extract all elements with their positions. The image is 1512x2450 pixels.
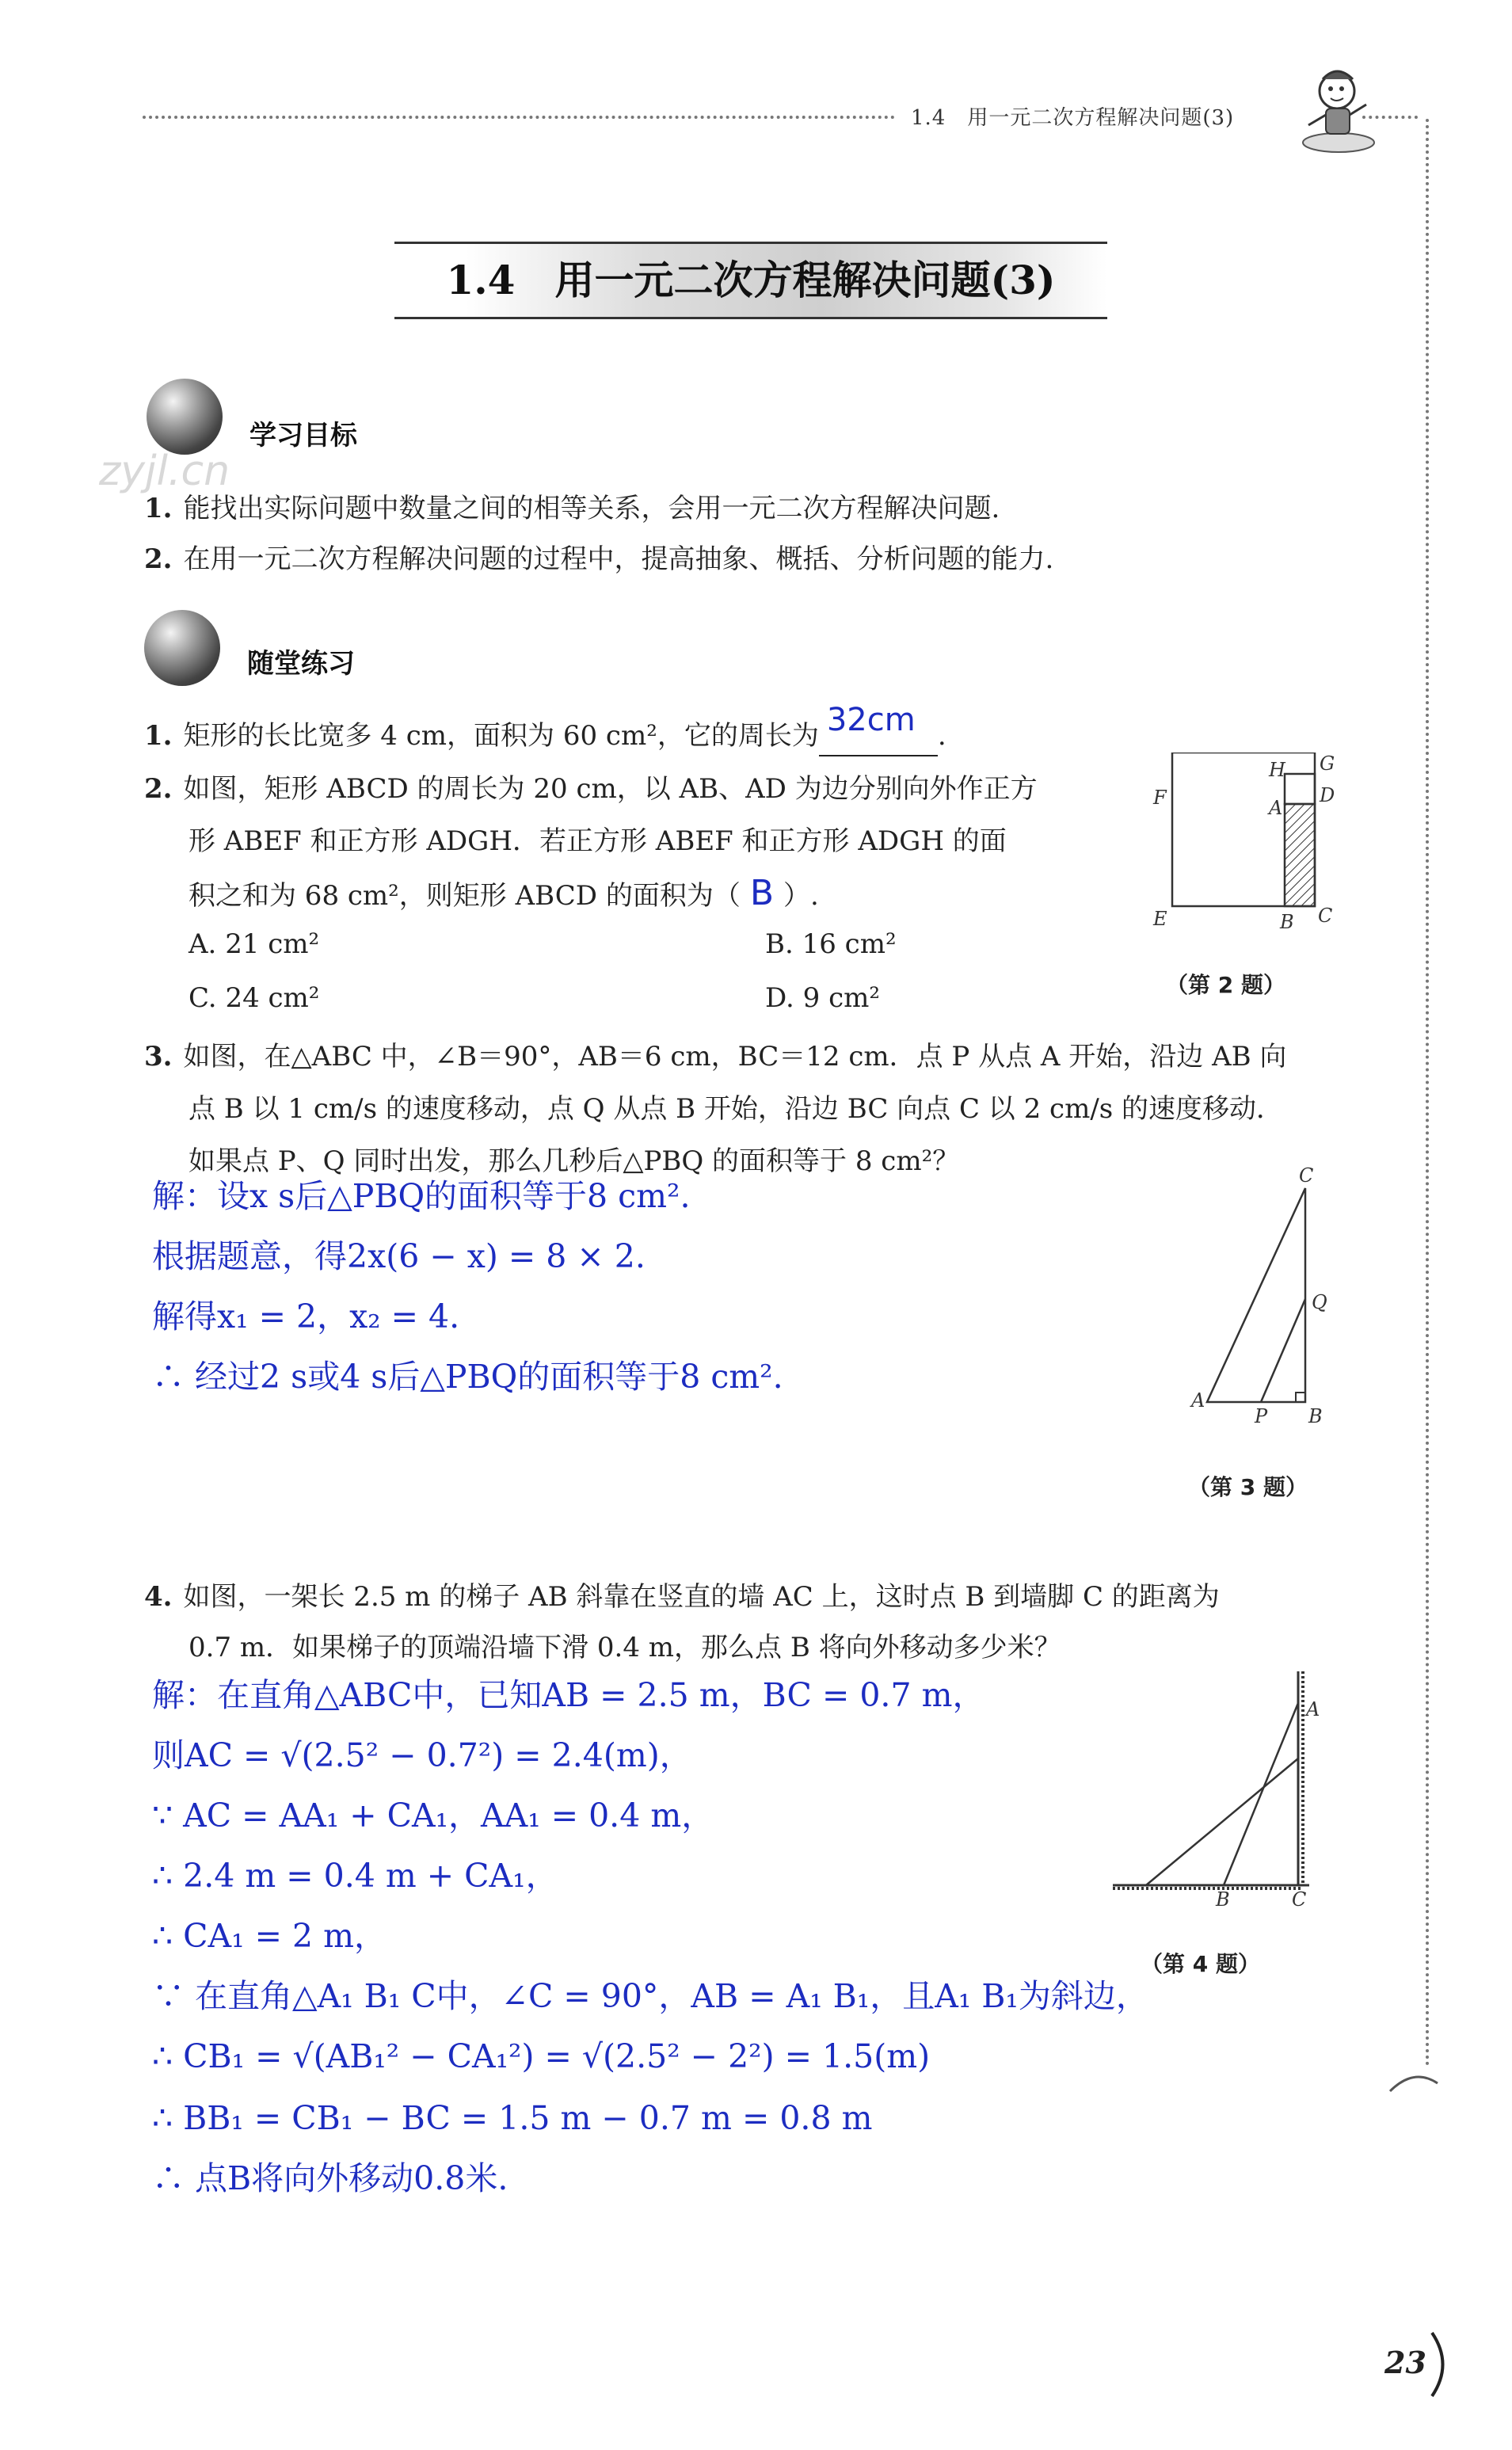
- q3-text-3: 如果点 P、Q 同时出发，那么几秒后△PBQ 的面积等于 8 cm²？: [189, 1145, 960, 1177]
- q4-label-c: C: [1292, 1888, 1307, 1911]
- q1-end: .: [937, 720, 946, 752]
- q3-text-1: 如图，在△ABC 中，∠B＝90°，AB＝6 cm，BC＝12 cm．点 P 从点 A 开始，沿边 AB 向: [183, 1041, 1287, 1073]
- globe-icon: [144, 610, 220, 686]
- q4-figure: [1105, 1663, 1327, 1917]
- q1-answer-blank: [819, 702, 938, 756]
- q2-line-2: [144, 822, 1142, 860]
- q2-option-c-text: 24 cm²: [225, 982, 320, 1014]
- q2-option-c: [189, 979, 319, 1017]
- q3-label-c: C: [1299, 1164, 1314, 1187]
- q2-label-f: F: [1153, 787, 1167, 809]
- q4-text-1: 如图，一架长 2.5 m 的梯子 AB 斜靠在竖直的墙 AC 上，这时点 B 到墙脚 C 的距离为: [183, 1581, 1220, 1613]
- q2-option-c-label: C.: [189, 982, 217, 1014]
- objective-num-1: 1.: [144, 493, 173, 524]
- objective-text-2: 在用一元二次方程解决问题的过程中，提高抽象、概括、分析问题的能力.: [183, 543, 1054, 575]
- q4-solution-line-1: 解：在直角△ABC中，已知AB = 2.5 m，BC = 0.7 m，: [152, 1676, 985, 1714]
- q1-answer: 32cm: [826, 702, 916, 738]
- page-number-bracket-icon: [1426, 2329, 1457, 2400]
- q3-label-q: Q: [1312, 1291, 1327, 1313]
- q2-line-3: [144, 874, 1142, 915]
- objective-text-1: 能找出实际问题中数量之间的相等关系，会用一元二次方程解决问题.: [183, 493, 1000, 524]
- question-3: [144, 1038, 1380, 1180]
- q2-text-2: 形 ABEF 和正方形 ADGH．若正方形 ABEF 和正方形 ADGH 的面: [189, 825, 1007, 857]
- q2-text-3: 积之和为 68 cm²，则矩形 ABCD 的面积为（: [189, 880, 741, 912]
- q2-square-adgh: [1285, 774, 1315, 804]
- q2-option-d-label: D.: [765, 982, 794, 1014]
- q4-ladder-slid: [1146, 1758, 1298, 1885]
- running-title: 1.4 用一元二次方程解决问题(3): [911, 106, 1235, 130]
- watermark: zyjl.cn: [99, 448, 230, 495]
- page-curl-icon: [1386, 2067, 1442, 2099]
- q2-label-g: G: [1320, 753, 1335, 775]
- q2-label-b: B: [1280, 911, 1294, 933]
- q2-option-a-label: A.: [189, 928, 217, 960]
- page-number: 23: [1384, 2345, 1426, 2380]
- q4-label-b: B: [1216, 1888, 1230, 1911]
- q4-text-2: 0.7 m．如果梯子的顶端沿墙下滑 0.4 m，那么点 B 将向外移动多少米？: [189, 1632, 1061, 1663]
- objectives-heading: 学习目标: [249, 420, 357, 452]
- q2-option-d-text: 9 cm²: [802, 982, 881, 1014]
- q3-line-1: [144, 1038, 1380, 1076]
- q4-caption: （第 4 题）: [1141, 1951, 1260, 1977]
- q2-text-1: 如图，矩形 ABCD 的周长为 20 cm，以 AB、AD 为边分别向外作正方: [183, 773, 1038, 805]
- q4-ladder-original: [1224, 1703, 1298, 1885]
- q2-option-b: [765, 925, 897, 963]
- q3-solution-line-1: 解：设x s后△PBQ的面积等于8 cm².: [152, 1177, 691, 1215]
- q2-label-a: A: [1269, 797, 1283, 819]
- q3-text-2: 点 B 以 1 cm/s 的速度移动，点 Q 从点 B 开始，沿边 BC 向点 C 以 2 cm/s 的速度移动．: [189, 1093, 1284, 1125]
- practice-heading: 随堂练习: [247, 648, 355, 680]
- q3-solution-line-4: ∴ 经过2 s或4 s后△PBQ的面积等于8 cm².: [152, 1358, 783, 1396]
- q3-label-p: P: [1255, 1405, 1268, 1426]
- q2-label-d: D: [1320, 784, 1335, 806]
- question-4: [144, 1578, 1380, 1667]
- q4-num: 4.: [144, 1581, 173, 1613]
- q2-option-a-text: 21 cm²: [225, 928, 320, 960]
- question-1: [144, 702, 946, 756]
- q2-rect-abcd: [1285, 804, 1315, 906]
- q4-solution-line-3: ∵ AC = AA₁ + CA₁，AA₁ = 0.4 m，: [152, 1797, 714, 1835]
- objective-item-1: [144, 490, 1000, 528]
- q3-figure: [1172, 1164, 1331, 1426]
- q4-solution-line-4: ∴ 2.4 m = 0.4 m + CA₁，: [152, 1857, 558, 1895]
- q1-text: 矩形的长比宽多 4 cm，面积为 60 cm²，它的周长为: [183, 720, 819, 752]
- q4-solution-line-5: ∴ CA₁ = 2 m，: [152, 1917, 387, 1955]
- q2-caption: （第 2 题）: [1166, 972, 1285, 998]
- q4-solution-line-7: ∴ CB₁ = √(AB₁² − CA₁²) = √(2.5² − 2²) = 1.5(m): [152, 2037, 931, 2075]
- q3-num: 3.: [144, 1041, 173, 1073]
- sphere-icon: [147, 379, 223, 455]
- q2-option-d: [765, 979, 880, 1017]
- q3-label-b: B: [1308, 1405, 1323, 1426]
- page-title: 1.4 用一元二次方程解决问题(3): [394, 242, 1107, 319]
- q3-solution: [152, 1176, 783, 1396]
- q2-label-e: E: [1153, 908, 1167, 930]
- q4-label-a: A: [1306, 1698, 1320, 1720]
- q4-line-1: [144, 1578, 1380, 1616]
- q3-caption: （第 3 题）: [1188, 1474, 1308, 1500]
- header-dotted-line-left: [143, 116, 895, 119]
- q4-solution-line-8: ∴ BB₁ = CB₁ − BC = 1.5 m − 0.7 m = 0.8 m: [152, 2099, 873, 2137]
- q3-label-a: A: [1191, 1389, 1205, 1412]
- objective-item-2: [144, 540, 1053, 578]
- q2-label-h: H: [1269, 759, 1285, 781]
- q2-num: 2.: [144, 773, 173, 805]
- q3-segment-pq: [1261, 1299, 1305, 1402]
- q3-triangle-abc: [1207, 1188, 1305, 1402]
- q2-option-a: [189, 925, 319, 963]
- q4-solution-line-2: 则AC = √(2.5² − 0.7²) = 2.4(m)，: [152, 1736, 692, 1774]
- q3-line-2: [144, 1090, 1380, 1128]
- q3-solution-line-3: 解得x₁ = 2，x₂ = 4.: [152, 1297, 460, 1335]
- q1-num: 1.: [144, 720, 173, 752]
- mascot-icon: [1291, 63, 1378, 158]
- right-dotted-border: [1426, 119, 1429, 2067]
- objective-num-2: 2.: [144, 543, 173, 575]
- q2-figure: [1141, 753, 1346, 943]
- q4-line-2: [144, 1629, 1380, 1667]
- q2-line-1: [144, 770, 1142, 808]
- q2-text-3-end: ）.: [783, 880, 819, 912]
- q2-option-b-label: B.: [765, 928, 794, 960]
- q2-answer: B: [749, 873, 775, 913]
- q4-solution-line-9: ∴ 点B将向外移动0.8米.: [152, 2159, 508, 2197]
- question-2: [144, 770, 1142, 915]
- q3-solution-line-2: 根据题意，得2x(6 − x) = 8 × 2.: [152, 1237, 646, 1275]
- q3-right-angle: [1296, 1393, 1305, 1402]
- q2-option-b-text: 16 cm²: [802, 928, 897, 960]
- q2-label-c: C: [1318, 905, 1333, 927]
- q4-solution-line-6: ∵ 在直角△A₁ B₁ C中，∠C = 90°，AB = A₁ B₁，且A₁ B₁为斜边，: [152, 1977, 1148, 2015]
